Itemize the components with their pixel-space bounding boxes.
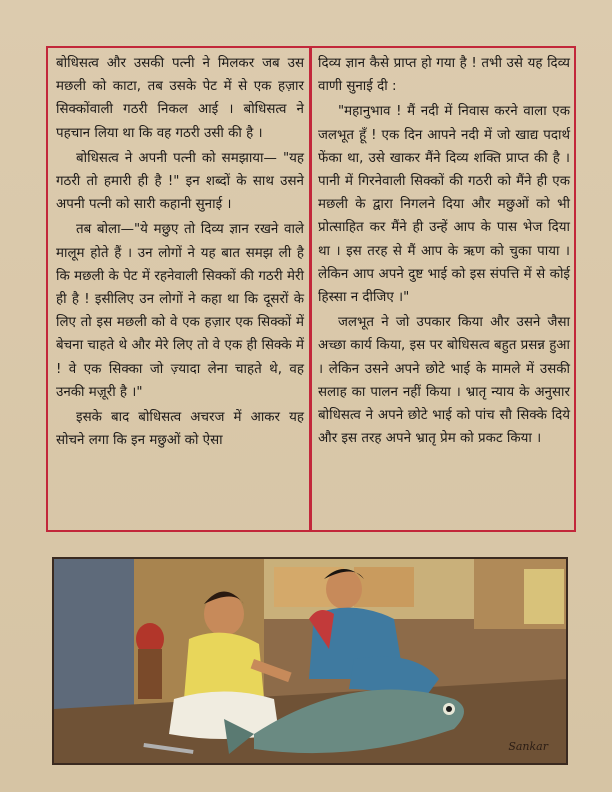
paragraph: "महानुभाव ! मैं नदी में निवास करने वाला एक जलभूत हूँ ! एक दिन आपने नदी में जो खाद्य पदार्थ फेंका था, उसे खाकर मैंने दिव्य शक्ति प्राप्त की है । पानी में गिरनेवाली सिक्कों की गठरी को मैंने ही एक मछली के द्वारा निगलने दिया और मछुओं को भी प्रोत्साहित कर मैंने ही उन्हें आप के पास भेज दिया था । इस तरह से मैं आप के ऋण को चुका पाया । लेकिन आप अपने दुष्ट भाई को इस संपत्ति में से कोई हिस्सा न दीजिए ।" [318,104,570,306]
left-text-column [56,52,304,454]
right-text-column [318,52,570,452]
column-divider [309,46,312,532]
paragraph: बोधिसत्व ने अपनी पत्नी को समझाया— "यह गठरी तो हमारी ही है !" इन शब्दों के साथ उसने अपनी पत्नी को सारी कहानी सुनाई । [56,150,304,213]
paragraph: जलभूत ने जो उपकार किया और उसने जैसा अच्छा कार्य किया, इस पर बोधिसत्व बहुत प्रसन्न हुआ । लेकिन उसने अपने छोटे भाई के मामले में उसकी सलाह का पालन नहीं किया । भ्रातृ न्याय के अनुसार बोधिसत्व ने अपने छोटे भाई को पांच सौ सिक्के दिये और इस तरह अपने भ्रातृ प्रेम को प्रकट किया । [318,315,570,447]
paragraph: इसके बाद बोधिसत्व अचरज में आकर यह सोचने लगा कि इन मछुओं को ऐसा [56,410,304,449]
illustration-svg [54,559,566,763]
artist-signature: Sankar [508,740,548,753]
paragraph: बोधिसत्व और उसकी पत्नी ने मिलकर जब उस मछली को काटा, तब उसके पेट में से एक हज़ार सिक्कोंवाली गठरी निकल आई । बोधिसत्व ने पहचान लिया था कि वह गठरी उसी की है । [56,56,304,141]
paragraph: तब बोला—"ये मछुए तो दिव्य ज्ञान रखने वाले मालूम होते हैं । उन लोगों ने यह बात समझ ली है कि मछली के पेट में रहनेवाली सिक्कों की गठरी मेरी ही है ! इसीलिए उन लोगों ने कहा था कि दूसरों के लिए तो इस मछली को वे एक हज़ार एक सिक्कों में बेचना चाहते थे और मेरे लिए तो वे एक ही सिक्के में ! वे एक सिक्का जो ज़्यादा लेना चाहते थे, वह उनकी मज़ूरी है ।" [56,222,304,400]
paragraph: दिव्य ज्ञान कैसे प्राप्त हो गया है ! तभी उसे यह दिव्य वाणी सुनाई दी : [318,56,570,95]
story-illustration [52,557,568,765]
